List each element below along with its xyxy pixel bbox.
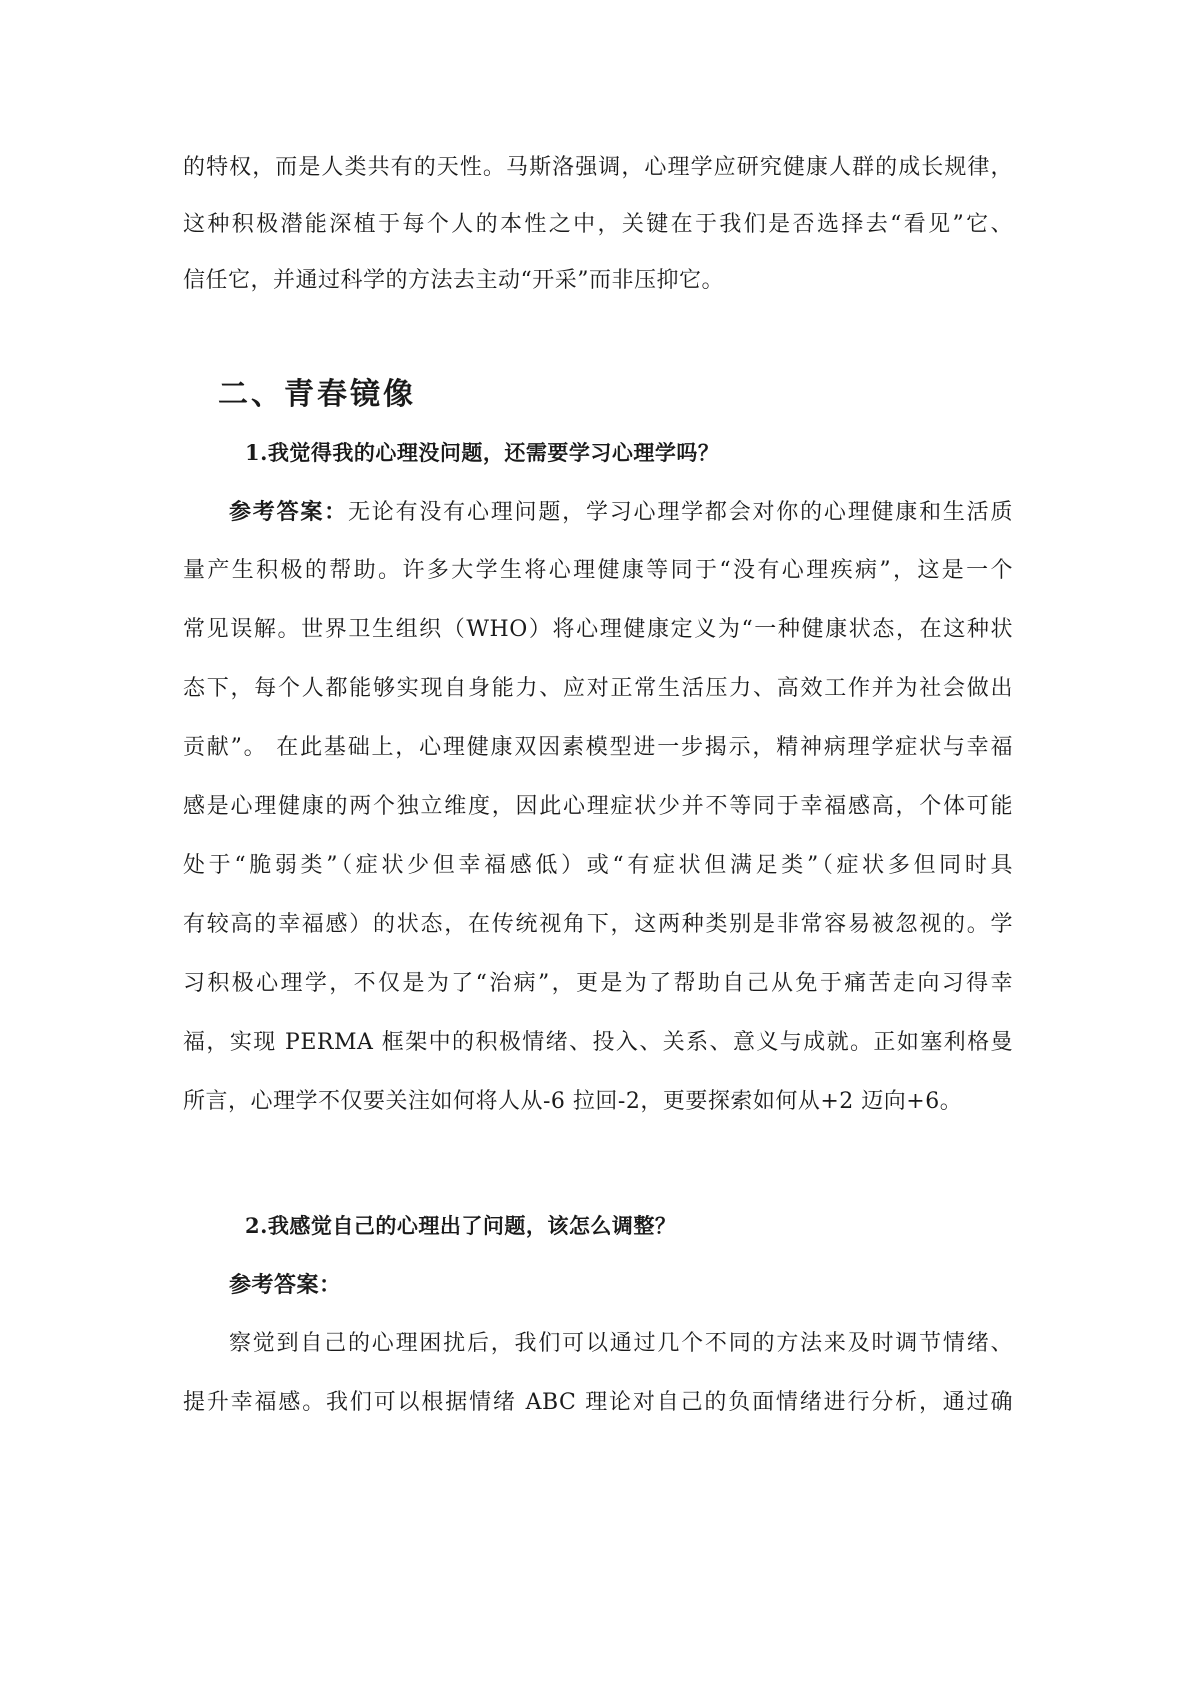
section-heading: 二、青春镜像 bbox=[218, 377, 416, 412]
intro-line-2: 这种积极潜能深植于每个人的本性之中，关键在于我们是否选择去“看见”它、 bbox=[183, 212, 1013, 237]
q1-answer-label: 参考答案： bbox=[229, 499, 348, 525]
q1-answer-line: 贡献”。 在此基础上，心理健康双因素模型进一步揭示，精神病理学症状与幸福 bbox=[183, 735, 1013, 760]
q1-answer-line: 所言，心理学不仅要关注如何将人从-6 拉回-2，更要探索如何从+2 迈向+6。 bbox=[183, 1089, 963, 1114]
q2-answer-label: 参考答案： bbox=[229, 1272, 342, 1298]
q2-answer-line: 提升幸福感。我们可以根据情绪 ABC 理论对自己的负面情绪进行分析，通过确 bbox=[183, 1390, 1013, 1415]
q1-answer-line: 习积极心理学，不仅是为了“治病”，更是为了帮助自己从免于痛苦走向习得幸 bbox=[183, 971, 1013, 996]
q1-answer-first-line bbox=[229, 497, 1013, 528]
question-1: 1.我觉得我的心理没问题，还需要学习心理学吗？ bbox=[245, 440, 720, 465]
question-2: 2.我感觉自己的心理出了问题，该怎么调整？ bbox=[245, 1213, 677, 1238]
q1-answer-line: 有较高的幸福感）的状态，在传统视角下，这两种类别是非常容易被忽视的。学 bbox=[183, 912, 1013, 937]
q1-answer-line: 常见误解。世界卫生组织（WHO）将心理健康定义为“一种健康状态，在这种状 bbox=[183, 617, 1013, 642]
intro-line-3: 信任它，并通过科学的方法去主动“开采”而非压抑它。 bbox=[183, 268, 724, 293]
q1-answer-line: 福，实现 PERMA 框架中的积极情绪、投入、关系、意义与成就。正如塞利格曼 bbox=[183, 1030, 1013, 1055]
intro-line-1: 的特权，而是人类共有的天性。马斯洛强调，心理学应研究健康人群的成长规律， bbox=[183, 155, 1013, 180]
q2-answer-line: 察觉到自己的心理困扰后，我们可以通过几个不同的方法来及时调节情绪、 bbox=[229, 1331, 1013, 1356]
q1-answer-first-line-text: 无论有没有心理问题，学习心理学都会对你的心理健康和生活质 bbox=[347, 500, 1013, 525]
q1-answer-line: 感是心理健康的两个独立维度，因此心理症状少并不等同于幸福感高，个体可能 bbox=[183, 794, 1013, 819]
q1-answer-line: 处于“脆弱类”（症状少但幸福感低）或“有症状但满足类”（症状多但同时具 bbox=[183, 853, 1013, 878]
q1-answer-line: 态下，每个人都能够实现自身能力、应对正常生活压力、高效工作并为社会做出 bbox=[183, 676, 1013, 701]
q1-answer-line: 量产生积极的帮助。许多大学生将心理健康等同于“没有心理疾病”，这是一个 bbox=[183, 558, 1013, 583]
